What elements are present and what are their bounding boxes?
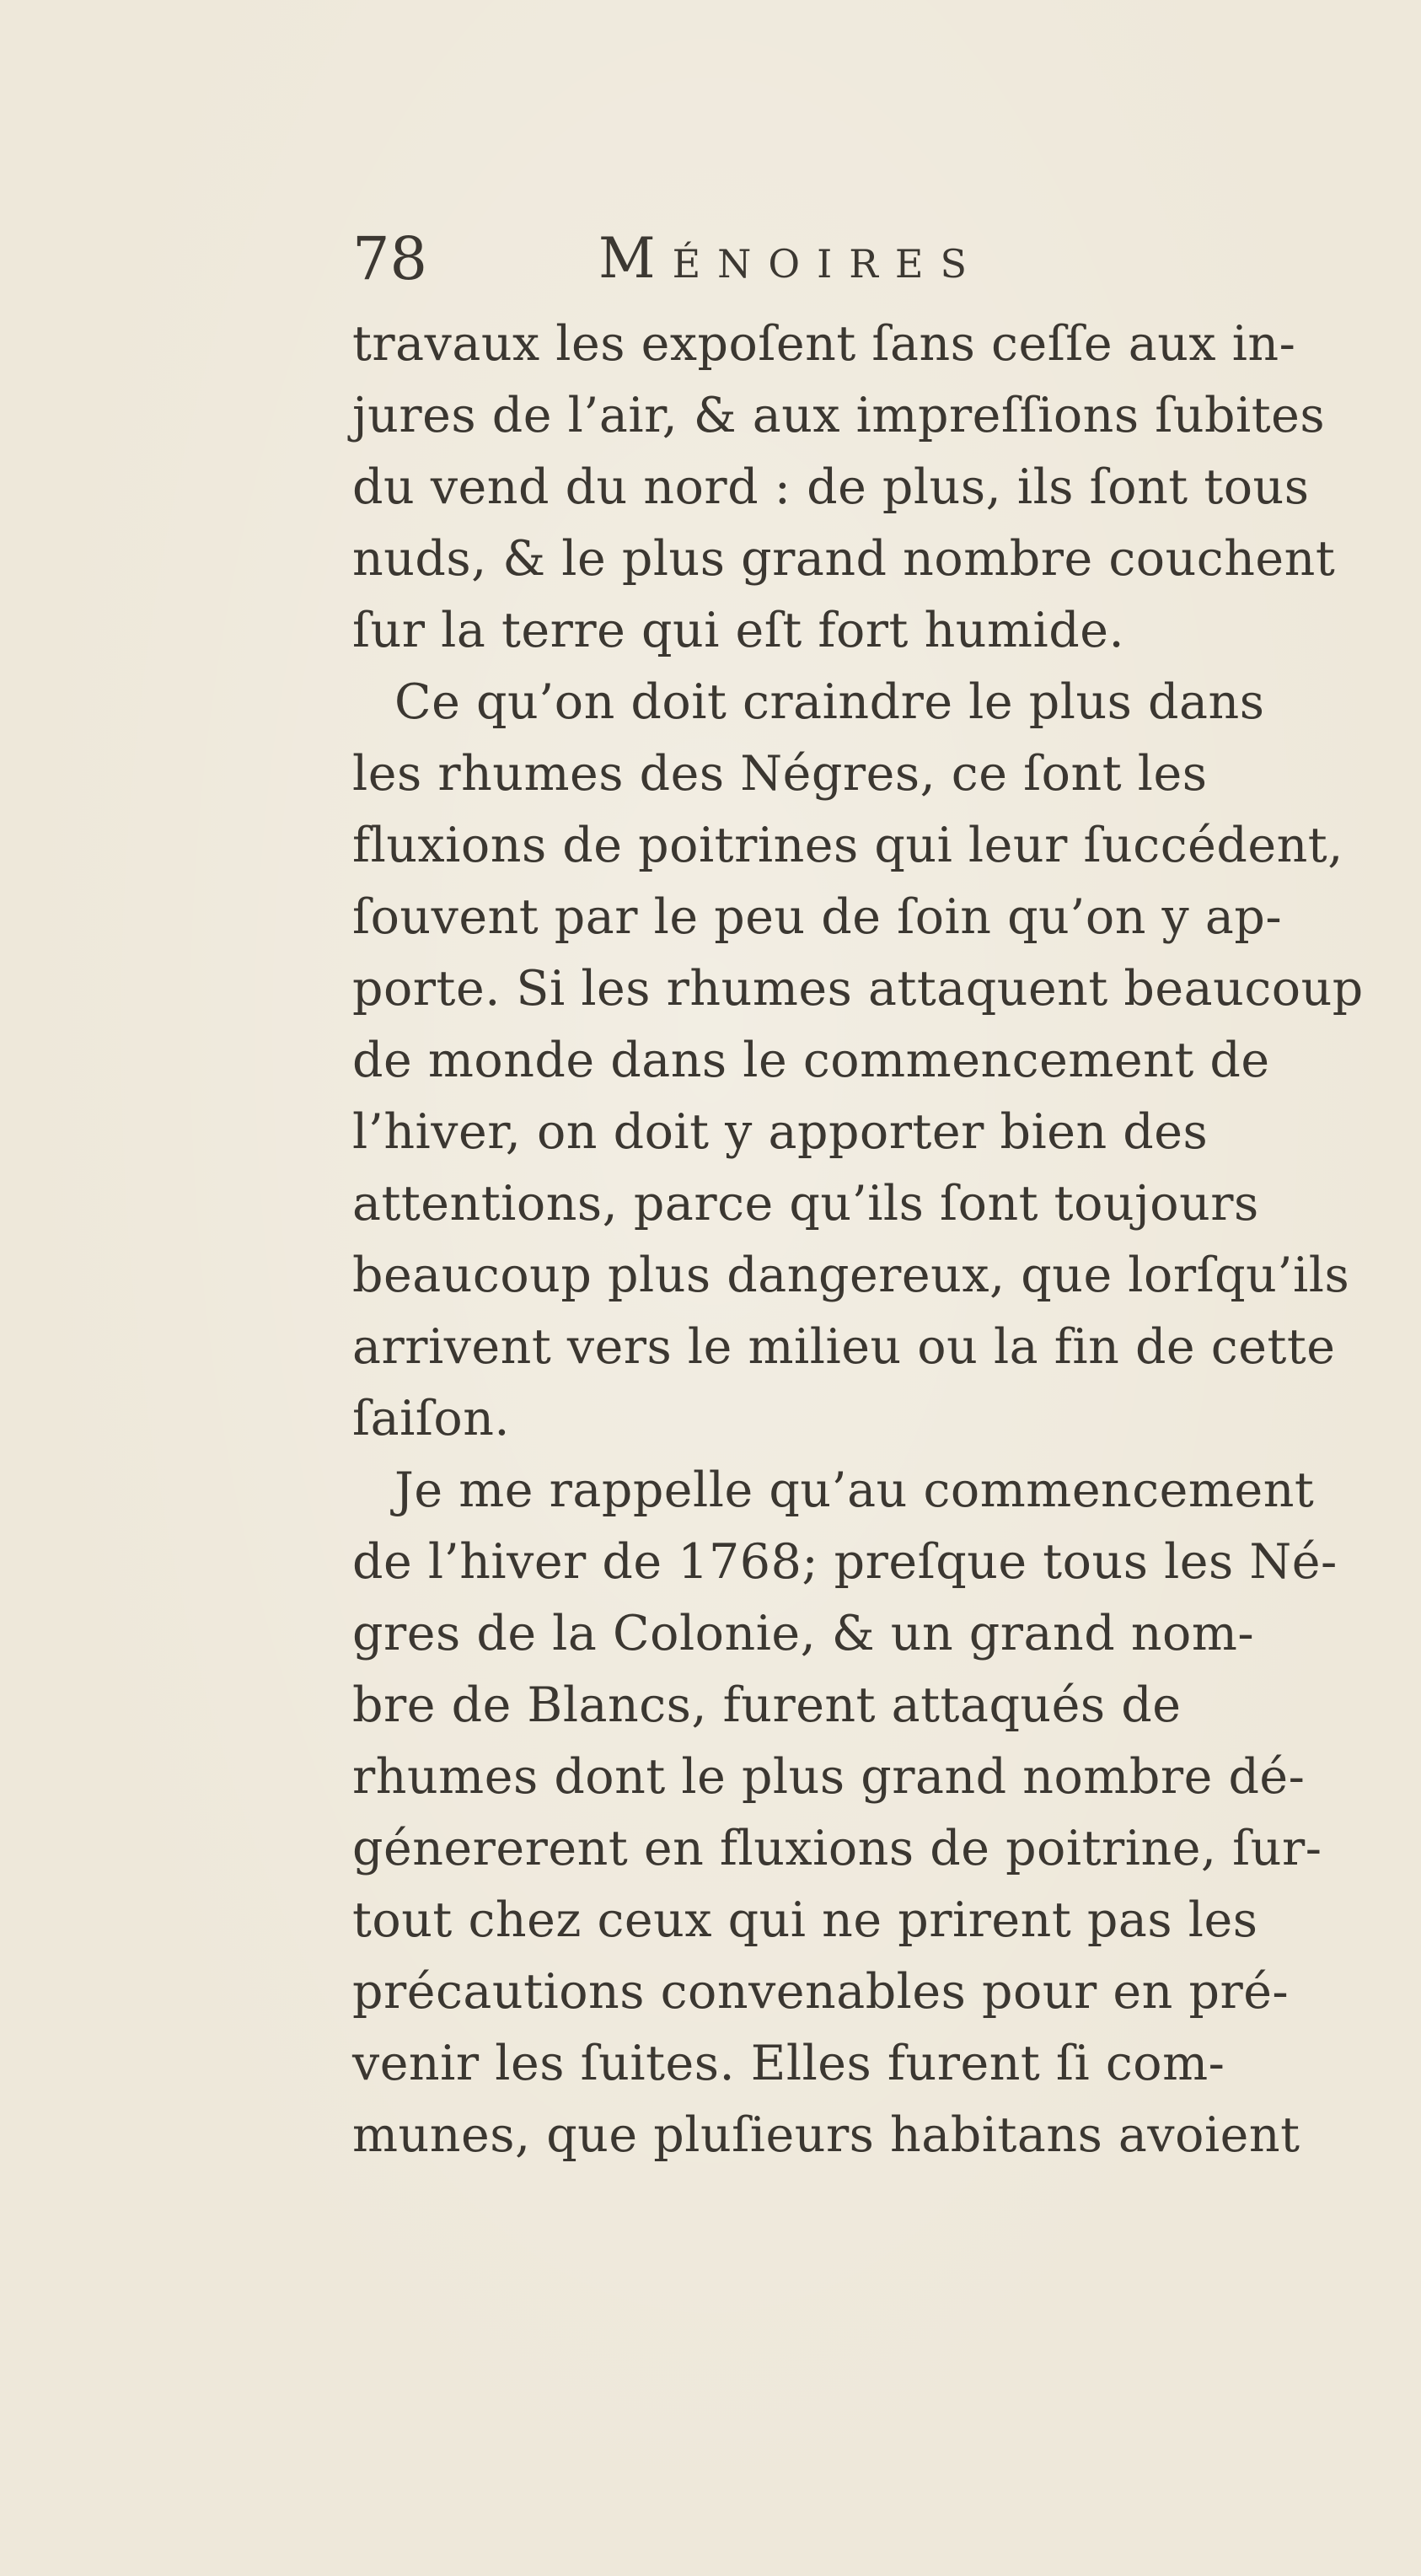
text-line: beaucoup plus dangereux, que lorſqu’ils <box>352 1248 1350 1303</box>
running-head: Ménoires <box>598 226 984 291</box>
text-line: ſouvent par le peu de ſoin qu’on y ap- <box>352 889 1283 945</box>
text-line: de l’hiver de 1768; preſque tous les Né- <box>352 1534 1338 1590</box>
text-line: précautions convenables pour en pré- <box>352 1964 1290 2020</box>
page-header <box>352 221 1161 297</box>
text-line: fluxions de poitrines qui leur ſuccédent, <box>352 818 1343 873</box>
text-line: rhumes dont le plus grand nombre dé- <box>352 1749 1306 1805</box>
text-line: l’hiver, on doit y apporter bien des <box>352 1104 1209 1160</box>
text-line: du vend du nord : de plus, ils ſont tous <box>352 459 1310 515</box>
paragraph-start-line: Je me rappelle qu’au commencement <box>394 1462 1315 1518</box>
paragraph-start-line: Ce qu’on doit craindre le plus dans <box>394 674 1265 730</box>
text-line: porte. Si les rhumes attaquent beaucoup <box>352 961 1364 1017</box>
text-line: tout chez ceux qui ne prirent pas les <box>352 1892 1258 1948</box>
text-line: jures de l’air, & aux impreſſions ſubites <box>352 388 1326 443</box>
body-text <box>352 309 1397 2171</box>
text-line: ſaiſon. <box>352 1391 511 1446</box>
text-line: ſur la terre qui eſt fort humide. <box>352 603 1125 658</box>
text-line: arrivent vers le milieu ou la fin de cette <box>352 1319 1336 1375</box>
text-line: travaux les expoſent ſans ceſſe aux in- <box>352 316 1296 372</box>
text-line: munes, que pluſieurs habitans avoient <box>352 2107 1300 2163</box>
text-line: bre de Blancs, furent attaqués de <box>352 1677 1182 1733</box>
text-line: venir les ſuites. Elles furent ſi com- <box>352 2036 1225 2091</box>
text-line: attentions, parce qu’ils ſont toujours <box>352 1176 1259 1232</box>
text-line: les rhumes des Négres, ce ſont les <box>352 746 1208 802</box>
page-number: 78 <box>352 224 428 293</box>
text-line: nuds, & le plus grand nombre couchent <box>352 531 1336 587</box>
text-line: de monde dans le commencement de <box>352 1033 1270 1088</box>
text-line: génererent en fluxions de poitrine, ſur- <box>352 1821 1322 1876</box>
text-line: gres de la Colonie, & un grand nom- <box>352 1606 1255 1661</box>
